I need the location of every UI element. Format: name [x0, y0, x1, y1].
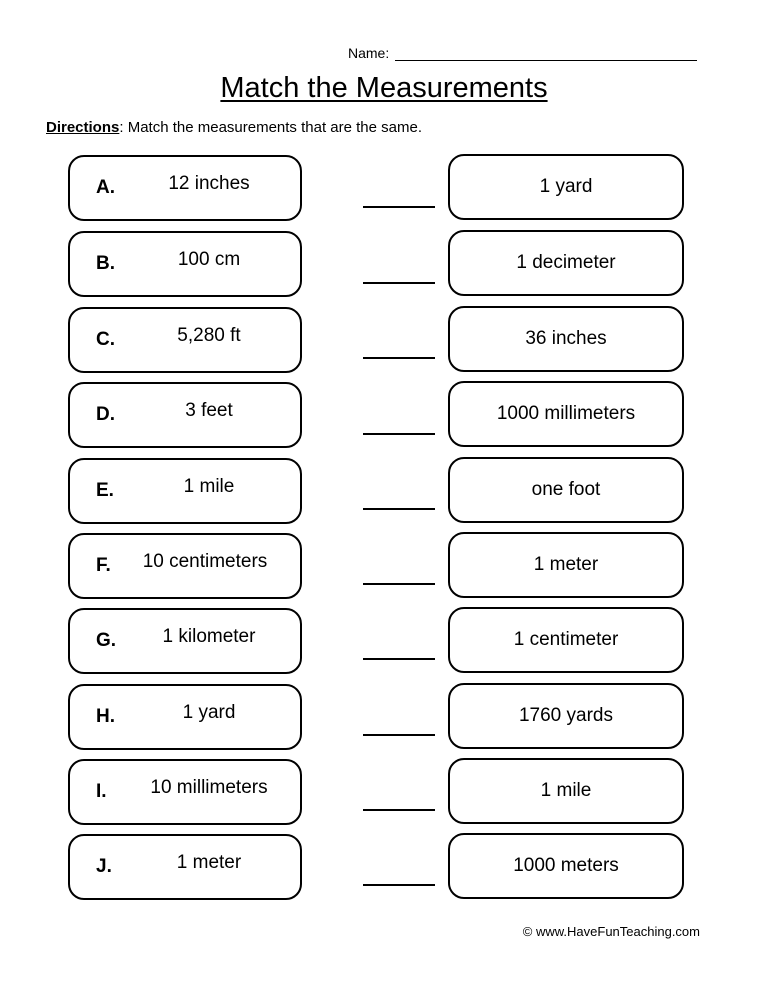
right-item-text: 1 meter — [533, 554, 599, 575]
right-item-box — [448, 607, 684, 673]
right-item-text: 1 yard — [539, 176, 593, 197]
name-label: Name: — [348, 45, 390, 61]
right-item-box — [448, 230, 684, 296]
right-item-text: 1000 millimeters — [496, 403, 636, 424]
name-field — [348, 44, 697, 61]
page-title — [0, 70, 768, 106]
right-item-box — [448, 532, 684, 598]
right-item-text: one foot — [531, 479, 601, 500]
right-item-text: 1 centimeter — [513, 629, 619, 650]
answer-blank[interactable] — [363, 583, 435, 585]
directions — [46, 119, 422, 136]
answer-blank[interactable] — [363, 734, 435, 736]
left-item-text: 10 millimeters — [150, 777, 268, 798]
left-item-text: 10 centimeters — [142, 551, 268, 572]
left-item-text: 1 kilometer — [162, 626, 256, 647]
left-item-box — [68, 231, 302, 297]
right-item-box — [448, 457, 684, 523]
answer-blank[interactable] — [363, 884, 435, 886]
answer-blank[interactable] — [363, 508, 435, 510]
item-letter: H. — [96, 706, 115, 727]
item-letter: F. — [96, 555, 111, 576]
left-item-text: 3 feet — [185, 400, 233, 421]
item-letter: G. — [96, 630, 117, 651]
item-letter: J. — [96, 856, 112, 877]
directions-label: Directions — [46, 119, 120, 136]
answer-blank[interactable] — [363, 433, 435, 435]
right-item-box — [448, 306, 684, 372]
left-item-box — [68, 608, 302, 674]
left-item-box — [68, 155, 302, 221]
item-letter: C. — [96, 329, 115, 350]
right-item-text: 1 mile — [540, 780, 592, 801]
left-item-box — [68, 533, 302, 599]
answer-blank[interactable] — [363, 282, 435, 284]
right-item-text: 1760 yards — [518, 705, 613, 726]
right-item-box — [448, 381, 684, 447]
name-blank-line[interactable] — [395, 44, 697, 61]
answer-blank[interactable] — [363, 809, 435, 811]
item-letter: I. — [96, 781, 107, 802]
item-letter: B. — [96, 253, 115, 274]
item-letter: D. — [96, 404, 115, 425]
answer-blank[interactable] — [363, 357, 435, 359]
left-item-text: 12 inches — [168, 173, 250, 194]
answer-blank[interactable] — [363, 658, 435, 660]
left-item-box — [68, 684, 302, 750]
right-item-text: 36 inches — [525, 328, 607, 349]
left-item-text: 100 cm — [177, 249, 241, 270]
item-letter: A. — [96, 177, 115, 198]
left-item-text: 1 mile — [183, 476, 235, 497]
answer-blank[interactable] — [363, 206, 435, 208]
left-item-text: 5,280 ft — [177, 325, 241, 346]
left-item-box — [68, 458, 302, 524]
right-item-text: 1 decimeter — [516, 252, 616, 273]
right-item-box — [448, 758, 684, 824]
directions-text: : Match the measurements that are the same. — [119, 119, 423, 136]
right-item-box — [448, 833, 684, 899]
left-item-text: 1 yard — [182, 702, 236, 723]
right-item-box — [448, 154, 684, 220]
left-item-box — [68, 759, 302, 825]
left-item-box — [68, 834, 302, 900]
page-title-text: Match the Measurements — [220, 72, 548, 104]
left-item-box — [68, 382, 302, 448]
left-item-box — [68, 307, 302, 373]
right-item-box — [448, 683, 684, 749]
left-item-text: 1 meter — [176, 852, 242, 873]
right-item-text: 1000 meters — [513, 855, 619, 876]
copyright-footer: © www.HaveFunTeaching.com — [522, 924, 700, 939]
item-letter: E. — [96, 480, 114, 501]
